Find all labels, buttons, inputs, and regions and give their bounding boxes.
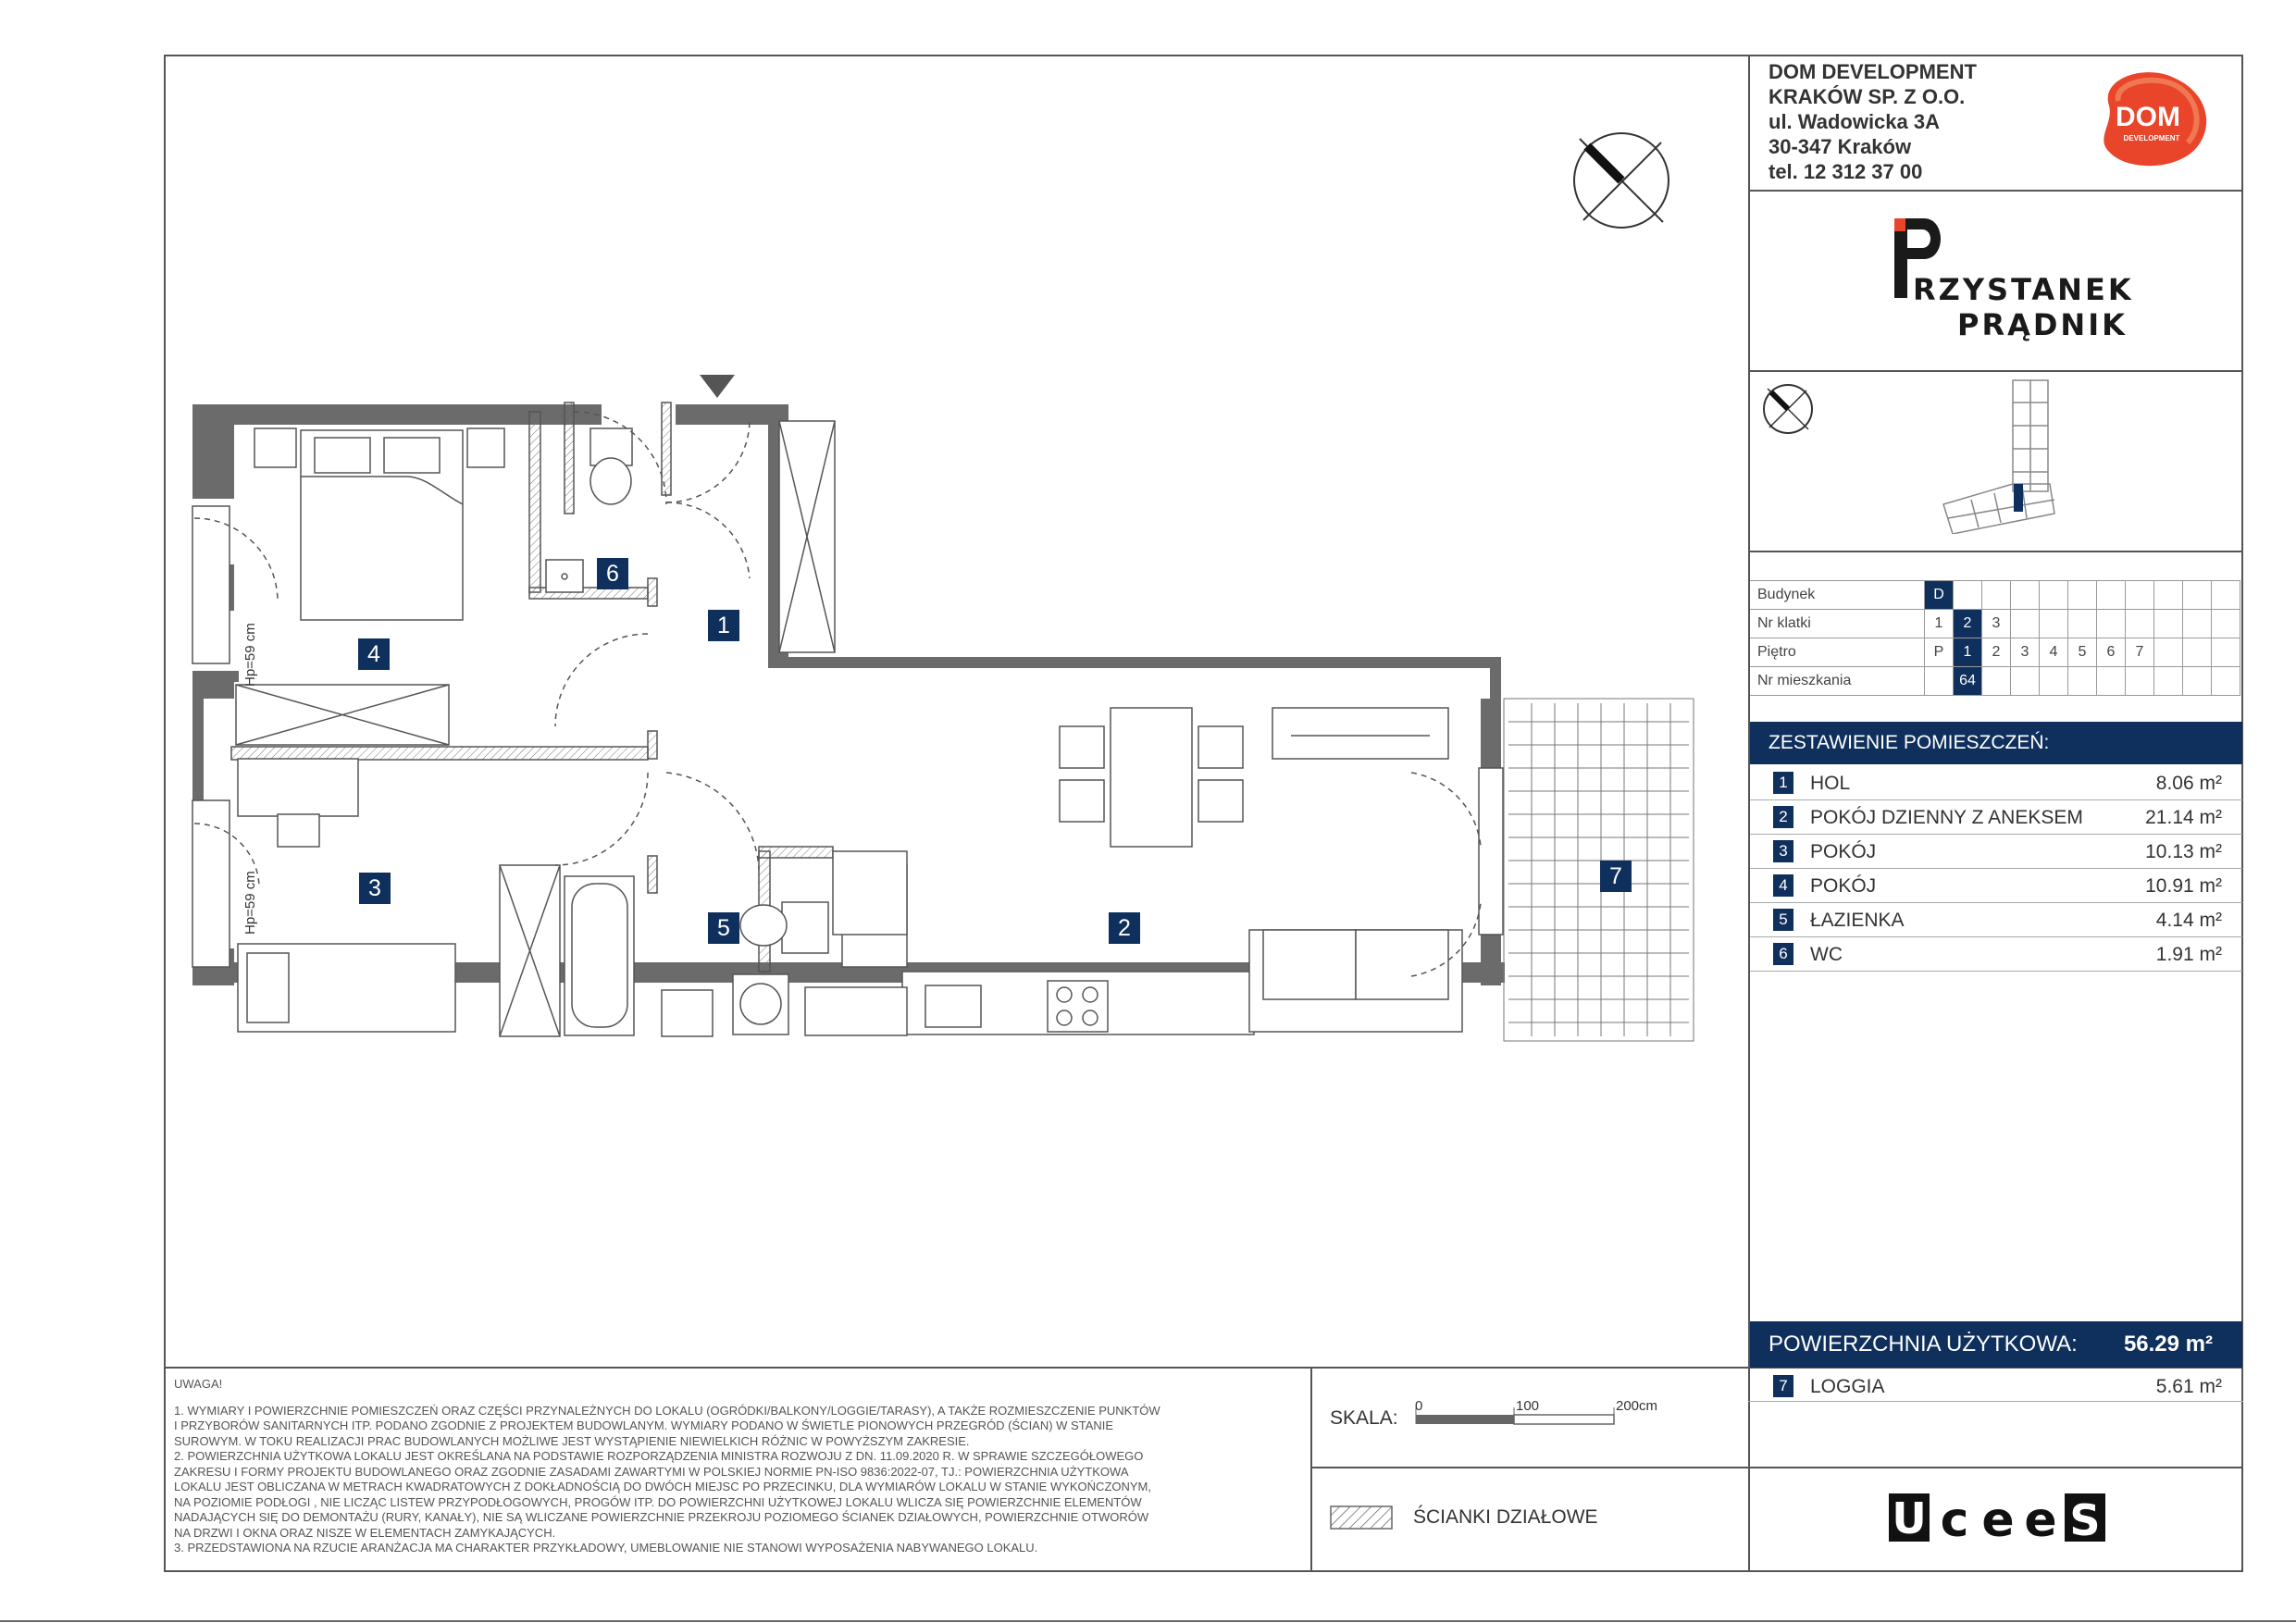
ucees-logo-s: S — [2069, 1495, 2101, 1545]
floor-cell: 5 — [2068, 638, 2097, 667]
plan-label-5: 5 — [708, 912, 739, 944]
staircase-cell-selected: 2 — [1954, 610, 1982, 638]
plan-label-6: 6 — [597, 558, 628, 589]
panel-divider — [1748, 55, 1750, 1369]
balcony-door — [1479, 768, 1503, 935]
company-name-2: KRAKÓW SP. Z O.O. — [1769, 85, 1966, 108]
room-area: 10.13 m² — [2145, 841, 2222, 862]
north-compass-icon — [1570, 130, 1672, 231]
room-row — [1750, 868, 2242, 903]
ucees-logo — [1889, 1493, 2111, 1545]
room-name: ŁAZIENKA — [1810, 910, 1905, 931]
company-phone: tel. 12 312 37 00 — [1769, 160, 1923, 183]
staircase-cell: 3 — [1982, 610, 2011, 638]
room-row — [1750, 902, 2242, 937]
room-number: 2 — [1773, 806, 1793, 828]
room-area: 5.61 m² — [2155, 1376, 2222, 1397]
bath-sink — [662, 990, 713, 1036]
bottom-rule — [0, 1620, 2296, 1622]
scale-tick-100: 100 — [1516, 1398, 1540, 1414]
floor-label: Piętro — [1750, 638, 1925, 667]
staircase-row — [1750, 610, 2240, 638]
room-area: 21.14 m² — [2145, 807, 2222, 828]
building-key-plan — [1925, 375, 2138, 534]
partition-wall-legend-icon — [1330, 1505, 1395, 1531]
window-sill-height-label: Hp=59 cm — [242, 871, 258, 935]
floor-cell: 7 — [2126, 638, 2154, 667]
cooktop — [1048, 981, 1108, 1032]
plan-label-1: 1 — [708, 610, 739, 641]
toilet-bath — [782, 902, 828, 953]
window — [192, 800, 230, 967]
room-number: 6 — [1773, 943, 1793, 965]
staircase-label: Nr klatki — [1750, 610, 1925, 638]
tv-cabinet — [1272, 708, 1448, 759]
kitchen-sink — [925, 985, 981, 1027]
room-number: 3 — [1773, 840, 1793, 862]
building-label: Budynek — [1750, 581, 1925, 610]
room-name: POKÓJ — [1810, 841, 1877, 862]
room-row — [1750, 936, 2242, 972]
loggia — [1504, 699, 1694, 1041]
panel-divider — [1748, 370, 2243, 372]
panel-divider — [1748, 551, 2243, 552]
staircase-cell: 1 — [1925, 610, 1954, 638]
window-sill-height-label: Hp=59 cm — [242, 623, 258, 687]
room-name: LOGGIA — [1810, 1376, 1885, 1397]
room-row — [1750, 765, 2242, 800]
room-row — [1750, 799, 2242, 835]
apartment-row — [1750, 667, 2240, 696]
rooms-header: ZESTAWIENIE POMIESZCZEŃ: — [1750, 722, 2242, 764]
company-address — [1769, 59, 1977, 184]
room-row — [1750, 834, 2242, 869]
total-area-label: POWIERZCHNIA UŻYTKOWA: — [1769, 1332, 2078, 1357]
scale-label: SKALA: — [1330, 1407, 1398, 1429]
apartment-number: 64 — [1954, 667, 1982, 696]
room-number: 1 — [1773, 772, 1793, 794]
footer-divider — [1310, 1467, 2243, 1468]
room-area: 8.06 m² — [2155, 773, 2222, 794]
total-area-value: 56.29 m² — [2123, 1332, 2213, 1357]
room-name: POKÓJ — [1810, 875, 1877, 897]
panel-divider — [1748, 190, 2243, 192]
legend-label: ŚCIANKI DZIAŁOWE — [1413, 1506, 1598, 1528]
footer-divider — [1310, 1367, 1312, 1572]
mini-compass-icon — [1760, 381, 1816, 437]
company-street: ul. Wadowicka 3A — [1769, 110, 1941, 133]
apartment-info-table — [1750, 580, 2240, 696]
room-name: WC — [1810, 944, 1843, 965]
floor-cell: 6 — [2097, 638, 2126, 667]
dom-logo-text: DOM — [2116, 102, 2180, 132]
plan-label-7: 7 — [1600, 861, 1632, 892]
room-name: HOL — [1810, 773, 1851, 794]
plan-label-3: 3 — [359, 873, 391, 904]
scale-tick-0: 0 — [1415, 1398, 1423, 1414]
room-area: 4.14 m² — [2155, 910, 2222, 931]
room-area: 1.91 m² — [2155, 944, 2222, 965]
floor-cell: 3 — [2011, 638, 2040, 667]
ucees-logo-c: c — [1940, 1493, 1969, 1545]
floor-cell: P — [1925, 638, 1954, 667]
plan-label-4: 4 — [358, 638, 390, 670]
room-name: POKÓJ DZIENNY Z ANEKSEM — [1810, 807, 2083, 828]
window — [192, 506, 230, 663]
floor-plan — [185, 365, 1721, 1069]
floor-row — [1750, 638, 2240, 667]
ucees-logo-e1: e — [1981, 1493, 2015, 1545]
total-area-bar — [1750, 1321, 2242, 1368]
notes-text: 1. WYMIARY I POWIERZCHNIE POMIESZCZEŃ ORAZ CZĘŚCI PRZYNALEŻNYCH DO LOKALU (OGRÓDKI/BALKONY/LOGGIE/TARASY), A TAKŻE ROZMIESZCZENIE PUNKTÓW I PRZYBORÓW SANITARNYCH ITP. PODANO ZGODNIE Z PROJEKTEM BUDOWLANYM. WYMIARY PODANO W ŚWIETLE PIONOWYCH PRZEGRÓD (ŚCIAN) W STANIE SUROWYM. W TOKU REALIZACJI PRAC BUDOWLANYCH MOŻLIWE JEST WYSTĄPIENIE NIEWIELKICH RÓŻNIC W POWYŻSZYM ZAKRESIE. 2. POWIERZCHNIA UŻYTKOWA LOKALU JEST OKREŚLANA NA PODSTAWIE ROZPORZĄDZENIA MINISTRA ROZWOJU Z DN. 11.09.2020 R. W SPRAWIE SZCZEGÓŁOWEGO ZAKRESU I FORMY PROJEKTU BUDOWLANEGO ORAZ ZGODNIE ZASADAMI ZAWARTYMI W POLSKIEJ NORMIE PN-ISO 9836:2022-07, TJ.: POWIERZCHNIA UŻYTKOWA LOKALU JEST OBLICZANA W METRACH KWADRATOWYCH Z DOKŁADNOŚCIĄ DO DWÓCH MIEJSC PO PRZECINKU, DLA WYMIARÓW LOKALU W STANIE WYKOŃCZONYM, NA POZIOMIE PODŁOGI , NIE LICZĄC LISTEW PRZYPODŁOGOWYCH, PROGÓW ITP. DO POWIERZCHNI UŻYTKOWEJ LOKALU WLICZA SIĘ POWIERZCHNIE ELEMENTÓW NADAJĄCYCH SIĘ DO DEMONTAŻU (RURY, KANAŁY), NIE SĄ WLICZANE POWIERZCHNIE PRZEKROJU POZIOMEGO ŚCIANEK DZIAŁOWYCH, POWIERZCHNIE OTWORÓW NA DRZWI I OKNA ORAZ NISZE W ELEMENTACH ZAMYKAJĄCYCH. 3. PRZEDSTAWIONA NA RZUCIE ARANŻACJA MA CHARAKTER PRZYKŁADOWY, UMEBLOWANIE NIE STANOWI WYPOSAŻENIA NABYWANEGO LOKALU. — [174, 1403, 1160, 1555]
room-number: 5 — [1773, 909, 1793, 931]
building-row — [1750, 581, 2240, 610]
project-logo-line2: PRĄDNIK — [1957, 307, 2128, 342]
ucees-logo-e2: e — [2024, 1493, 2057, 1545]
desk — [238, 759, 358, 816]
entrance-arrow — [700, 375, 735, 398]
room-number: 4 — [1773, 874, 1793, 897]
room-number: 7 — [1773, 1375, 1793, 1397]
loggia-row — [1750, 1369, 2242, 1403]
plan-label-2: 2 — [1109, 912, 1140, 944]
notes-title: UWAGA! — [174, 1377, 223, 1391]
floor-cell: 2 — [1982, 638, 2011, 667]
dom-development-logo — [2091, 68, 2211, 170]
company-name: DOM DEVELOPMENT — [1769, 60, 1977, 83]
scale-tick-200: 200cm — [1616, 1398, 1658, 1414]
company-city: 30-347 Kraków — [1769, 135, 1912, 158]
floor-cell: 4 — [2040, 638, 2068, 667]
room-area: 10.91 m² — [2145, 875, 2222, 897]
notes-block — [174, 1377, 1296, 1556]
dom-logo-subtext: DEVELOPMENT — [2123, 134, 2180, 142]
floor-cell-selected: 1 — [1954, 638, 1982, 667]
dining-table — [1111, 708, 1192, 847]
project-logo-line1: RZYSTANEK — [1913, 272, 2134, 307]
building-cell: D — [1925, 581, 1954, 610]
apartment-label: Nr mieszkania — [1750, 667, 1925, 696]
ucees-logo-u: U — [1892, 1493, 1927, 1543]
